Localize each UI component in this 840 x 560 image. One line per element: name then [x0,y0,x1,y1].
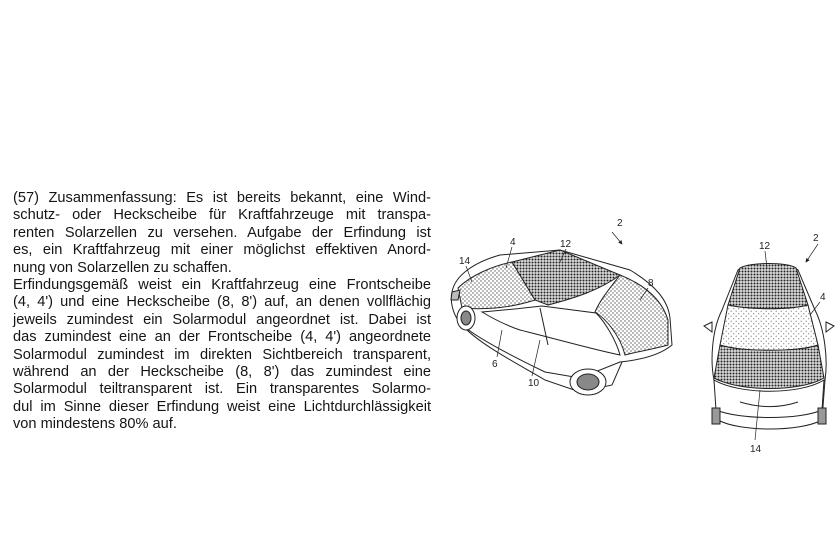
abstract-line: dul im Sinne dieser Erfindung weist eine Lichtdurchlässigkeit [13,398,431,415]
abstract-line: es, ein Kraftfahrzeug mit einer möglichst effektiven Anord- [13,242,431,259]
side-view-car [451,250,672,395]
front-windshield-solar-module [720,305,818,350]
abstract-text [13,190,431,434]
abstract-line: nung von Solarzellen zu schaffen. [13,259,232,276]
headlight [451,290,460,300]
right-mirror [826,322,834,332]
abstract-line: (4, 4') und eine Heckscheibe (8, 8') auf, an denen vollflächig [13,294,431,311]
front-ref-label-14: 14 [750,444,762,455]
ref-label-6: 6 [492,359,498,370]
ref-label-14: 14 [459,256,471,267]
abstract-line: von mindestens 80% auf. [13,416,177,433]
ref-label-2: 2 [617,218,623,229]
front-wheel-inner [461,311,471,325]
ref-label-12: 12 [560,239,572,250]
ref-label-10: 10 [528,378,540,389]
abstract-line: während an der Heckscheibe (8, 8') das zumindest eine [13,364,431,381]
front-view-car [704,264,834,430]
abstract-line: renten Solarzellen zu versehen. Aufgabe der Erfindung ist [13,224,431,241]
patent-drawing [440,205,840,475]
ref-label-4: 4 [510,237,516,248]
left-mirror [704,322,712,332]
front-ref-label-12: 12 [759,241,771,252]
abstract-line: jeweils zumindest ein Solarmodul angeordnet ist. Dabei ist [13,311,431,328]
front-roof-solar-module [728,264,808,309]
front-ref-label-2: 2 [813,233,819,244]
abstract-line: Solarmodul zumindest im direkten Sichtbereich transparent, [13,346,431,363]
rear-wheel-inner [577,374,599,390]
front-hood-solar-module [714,345,824,389]
car-drawing-svg [440,205,840,475]
ref-label-8: 8 [648,278,654,289]
abstract-line: (57) Zusammenfassung: Es ist bereits bekannt, eine Wind- [13,190,431,206]
right-wheel [818,408,826,424]
left-wheel [712,408,720,424]
abstract-line: Erfindungsgemäß weist ein Kraftfahrzeug eine Frontscheibe [13,277,431,294]
abstract-line: schutz- oder Heckscheibe für Kraftfahrzeuge mit transpa- [13,207,431,224]
abstract-line: das zumindest eine an der Frontscheibe (4, 4') angeordnete [13,329,431,346]
abstract-line: Solarmodul teiltransparent ist. Ein transparentes Solarmo- [13,381,431,398]
front-ref-label-4: 4 [820,292,826,303]
